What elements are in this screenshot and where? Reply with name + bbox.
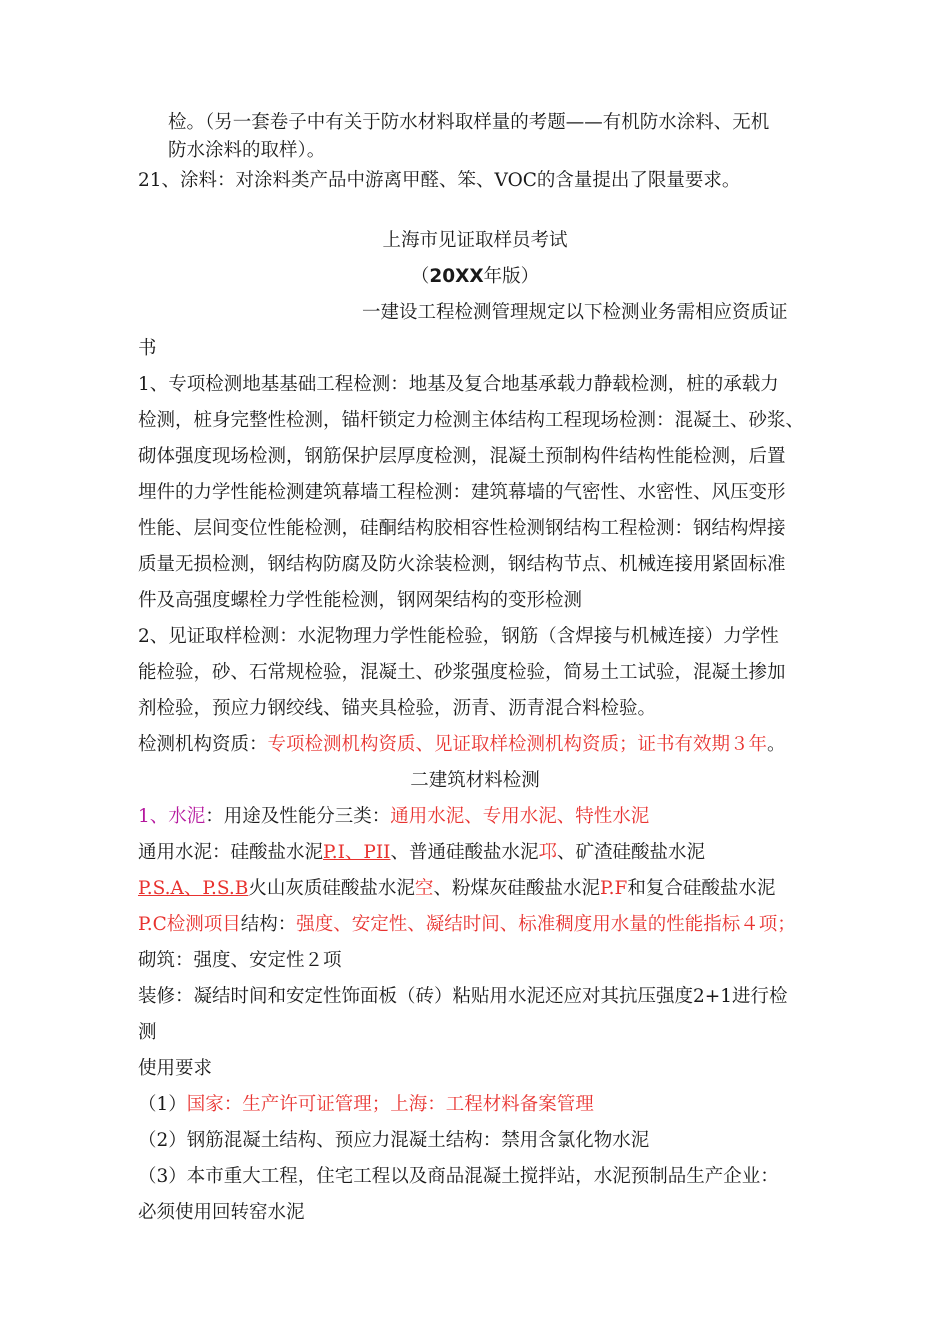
text-line: （2）钢筋混凝土结构、预应力混凝土结构：禁用含氯化物水泥 [138,1130,650,1151]
section-heading-2: 二建筑材料检测 [410,770,540,791]
text-line: 书 [138,338,157,359]
text-run: P.I、PII [323,842,391,863]
text-run: 和复合硅酸盐水泥 [627,878,776,899]
text-run: 强度、安定性、凝结时间、标准稠度用水量的性能指标４项； [296,914,796,935]
text-run: 检测机构资质： [138,734,268,755]
text-line: 防水涂料的取样）。 [168,140,326,161]
text-run: 20XX [429,266,484,287]
text-run: （ [410,266,430,287]
text-line: 装修：凝结时间和安定性饰面板（砖）粘贴用水泥还应对其抗压强度2+1进行检 [138,986,788,1007]
text-run: P.F [599,878,628,899]
text-run: 通用水泥、专用水泥、特性水泥 [390,806,650,827]
text-line [138,876,775,902]
text-line: 21、涂料：对涂料类产品中游离甲醛、笨、VOC的含量提出了限量要求。 [138,170,741,191]
text-line: 2、见证取样检测：水泥物理力学性能检验，钢筋（含焊接与机械连接）力学性 [138,626,779,647]
text-run: 结构： [240,914,297,935]
text-run: 。 [767,734,786,755]
text-line: 测 [138,1022,157,1043]
text-run: 火山灰质硅酸盐水泥 [248,878,415,899]
text-run: 专项检测机构资质、见证取样检测机构资质；证书有效期３年 [267,734,768,755]
text-line: 检测，桩身完整性检测，锚杆锁定力检测主体结构工程现场检测：混凝土、砂浆、 [138,410,805,431]
exam-title: 上海市见证取样员考试 [382,230,568,251]
text-line: 检。（另一套卷子中有关于防水材料取样量的考题——有机防水涂料、无机 [168,112,770,133]
exam-edition [0,264,950,290]
qualification-line [138,732,786,758]
text-run: 、粉煤灰硅酸盐水泥 [433,878,600,899]
text-line: 剂检验，预应力钢绞线、锚夹具检验，沥青、沥青混合料检验。 [138,698,657,719]
section-heading-1: 一建设工程检测管理规定以下检测业务需相应资质证 [362,302,788,323]
text-line: 质量无损检测，钢结构防腐及防火涂装检测，钢结构节点、机械连接用紧固标准 [138,554,786,575]
text-line [138,1092,594,1118]
text-run: 、矿渣硅酸盐水泥 [557,842,706,863]
text-line: 性能、层间变位性能检测，硅酮结构胶相容性检测钢结构工程检测：钢结构焊接 [138,518,786,539]
text-run: 邛 [538,842,557,863]
text-line: 能检验，砂、石常规检验，混凝土、砂浆强度检验，简易土工试验，混凝土掺加 [138,662,786,683]
text-run: ：用途及性能分三类： [205,806,391,827]
text-line [138,840,705,866]
text-run: P.C检测项目 [138,914,241,935]
text-run: P.S.A、P.S.B [138,878,249,899]
text-run: 年版） [483,266,540,287]
text-run: 空 [414,878,434,899]
text-run: 国家：生产许可证管理；上海：工程材料备案管理 [186,1094,594,1115]
text-line: 砌体强度现场检测，钢筋保护层厚度检测，混凝土预制构件结构性能检测，后置 [138,446,786,467]
cement-heading [138,804,649,830]
text-run: 、普通硅酸盐水泥 [390,842,539,863]
text-run: 1、水泥 [138,806,206,827]
text-line: 1、专项检测地基基础工程检测：地基及复合地基承载力静载检测，桩的承载力 [138,374,779,395]
text-line: （3）本市重大工程，住宅工程以及商品混凝土搅拌站，水泥预制品生产企业： [138,1166,779,1187]
text-line: 使用要求 [138,1058,213,1079]
text-run: 通用水泥：硅酸盐水泥 [138,842,324,863]
text-line: 件及高强度螺栓力学性能检测，钢网架结构的变形检测 [138,590,583,611]
text-run: （1） [138,1094,187,1115]
text-line: 埋件的力学性能检测建筑幕墙工程检测：建筑幕墙的气密性、水密性、风压变形 [138,482,786,503]
text-line: 砌筑：强度、安定性２项 [138,950,342,971]
text-line: 必须使用回转窑水泥 [138,1202,305,1223]
text-line [138,912,796,938]
